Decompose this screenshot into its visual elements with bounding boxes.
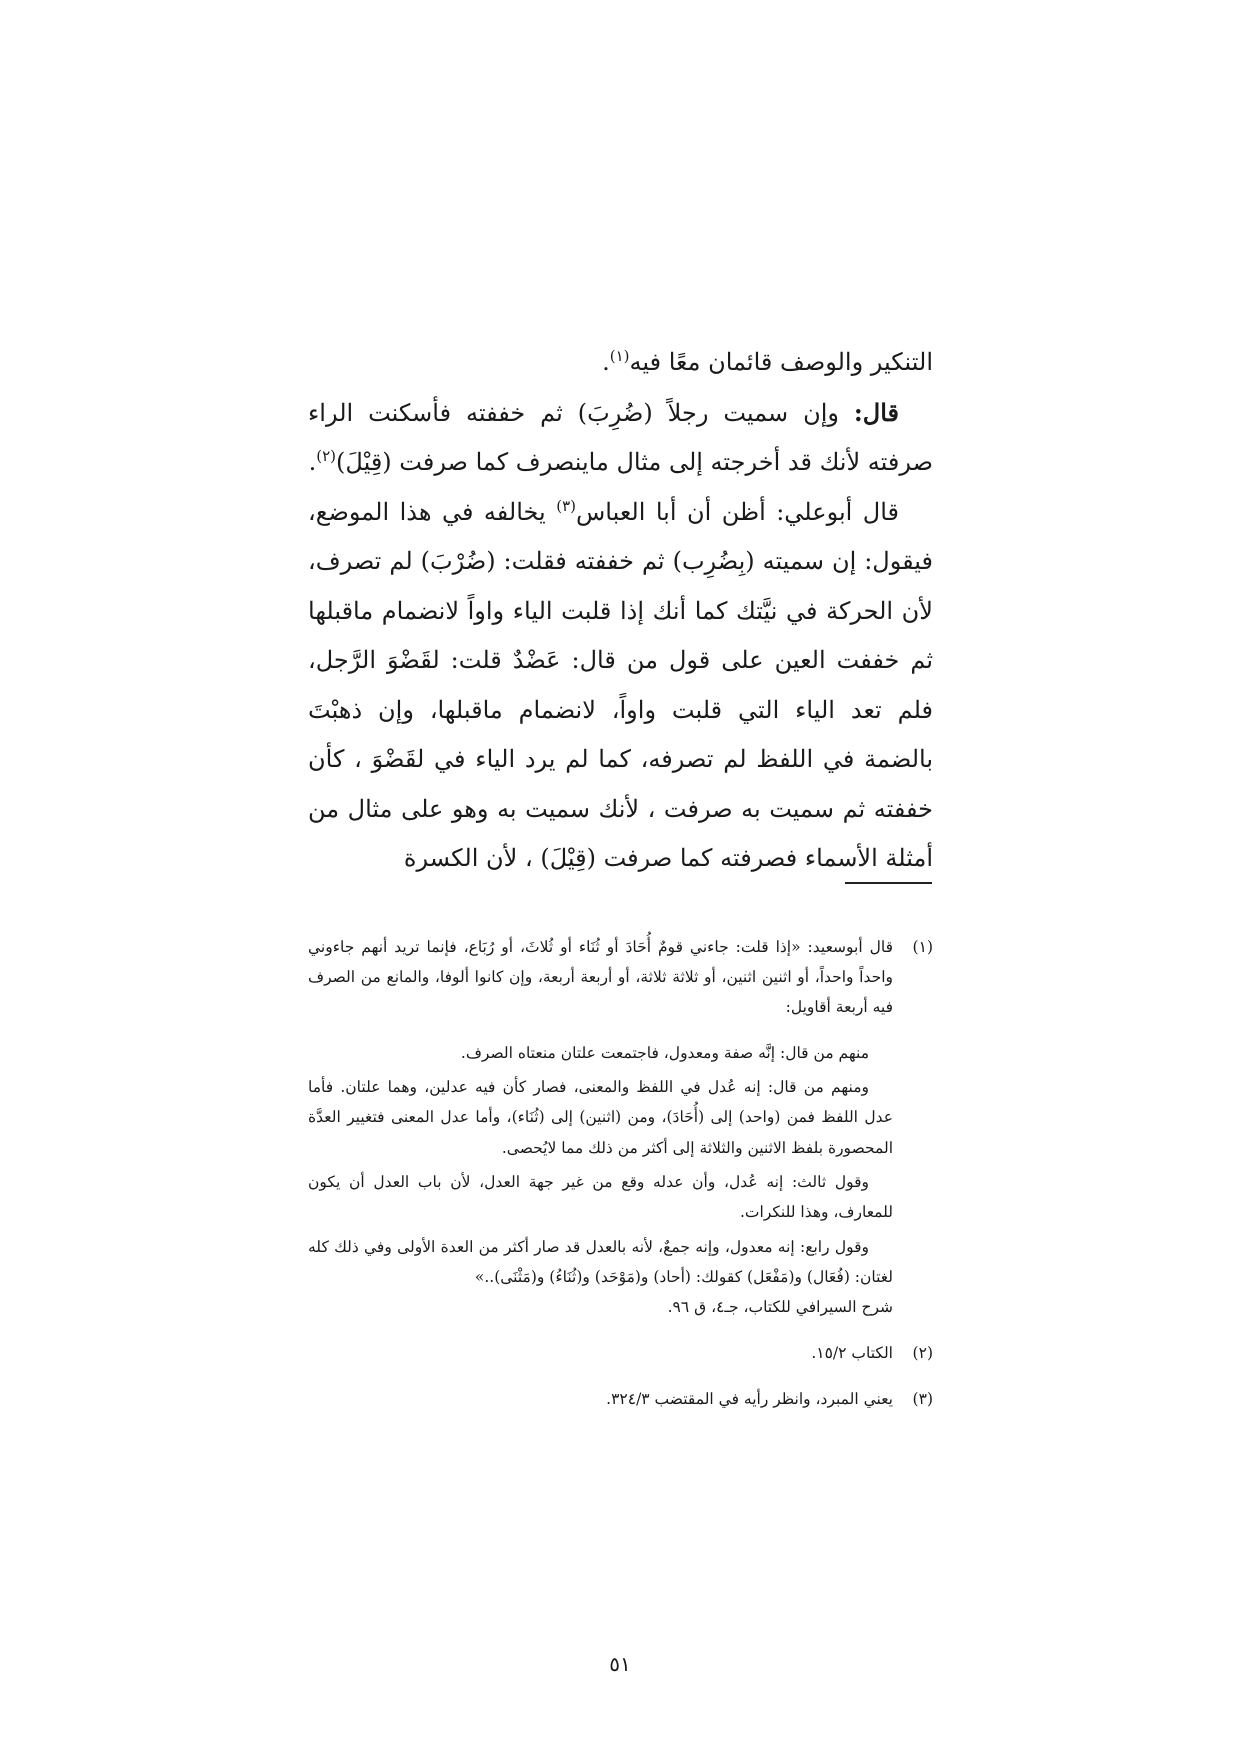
paragraph-1: [308, 338, 933, 388]
paragraph-2-text: وإن سميت رجلاً (ضُرِبَ) ثم خففته فأسكنت الراء صرفته لأنك قد أخرجته إلى مثال ماينصرف كما صرفت (قِيْلَ): [308, 398, 933, 476]
footnote-1-para-3: ومنهم من قال: إنه عُدل في اللفظ والمعنى، فصار كأن فيه عدلين، وهما علتان. فأما عدل اللفظ فمن (واحد) إلى (أُحَادَ)، ومن (اثنين) إلى (ثُنَاء)، وأما عدل المعنى فتغيير العدَّة المحصورة بلفظ الاثنين والثلاثة إلى أكثر من ذلك مما لايُحصى.: [308, 1078, 893, 1157]
footnote-1-para-6: شرح السيرافي للكتاب، جـ٤، ق ٩٦.: [667, 1298, 893, 1317]
paragraph-3-text-b: يخالفه في هذا الموضع، فيقول: إن سميته (بِضُرِب) ثم خففته فقلت: (ضُرْبَ) لم تصرف، لأن الحركة في نيَّتك كما أنك إذا قلبت الياء واواً لانضمام ماقبلها ثم خففت العين على قول من قال: عَضْدٌ قلت: لقَضْوَ الرَّجل، فلم تعد الياء التي قلبت واواً، لانضمام ماقبلها، وإن ذهبْتَ بالضمة في اللفظ لم تصرفه، كما لم يرد الياء في لقَضْوَ ، كأن خففته ثم سميت به صرفت ، لأنك سميت به وهو على مثال من أمثلة الأسماء فصرفته كما صرفت (قِيْلَ) ، لأن الكسرة: [308, 497, 933, 872]
paragraph-1-text: التنكير والوصف قائمان معًا فيه: [629, 348, 933, 376]
footnote-2-text: الكتاب ١٥/٢.: [811, 1344, 893, 1363]
footnote-1-para-2: منهم من قال: إنَّه صفة ومعدول، فاجتمعت علتان منعتاه الصرف.: [460, 1043, 869, 1062]
main-body-text: [308, 338, 933, 884]
paragraph-1-end: .: [602, 348, 610, 376]
footnote-3-text: يعني المبرد، وانظر رأيه في المقتضب ٣٢٤/٣.: [606, 1389, 893, 1408]
footnote-1-number: (١): [912, 937, 933, 956]
footnote-1-para-1: قال أبوسعيد: «إذا قلت: جاءني قومٌ أُحَادَ أو ثُنَاء أو ثُلاثَ، أو رُبَاع، فإنما تريد أنهم جاءوني واحداً واحداً، أو اثنين اثنين، أو ثلاثة ثلاثة، أو أربعة أربعة، وإن كانوا ألوفا، والمانع من الصرف فيه أربعة أقاويل:: [308, 937, 893, 1017]
footnote-3: [308, 1384, 933, 1414]
footnote-2: [308, 1338, 933, 1368]
paragraph-3-text-a: قال أبوعلي: أظن أن أبا العباس: [575, 497, 900, 526]
footnote-1: [308, 932, 933, 1023]
footnote-ref-1: (١): [609, 347, 630, 365]
qala-keyword: قال:: [853, 397, 899, 427]
footnote-1-para-4: وقول ثالث: إنه عُدل، وأن عدله وقع من غير جهة العدل، لأن باب العدل أن يكون للمعارف، وهذا للنكرات.: [308, 1173, 893, 1222]
paragraph-3: [308, 488, 933, 884]
footnote-ref-3: (٣): [556, 496, 576, 515]
page-number: ٥١: [609, 1652, 631, 1676]
footnotes-section: [308, 916, 933, 1430]
paragraph-2-end: .: [308, 448, 317, 476]
footnote-2-number: (٢): [912, 1344, 933, 1363]
footnote-3-number: (٣): [912, 1389, 933, 1408]
footnote-1-para-5: وقول رابع: إنه معدول، وإنه جمعٌ، لأنه بالعدل قد صار أكثر من العدة الأولى وفي ذلك كله لغتان: (فُعَال) و(مَفْعَل) كقولك: (أحاد) و(مَوْحَد) و(ثُنَاءُ) و(مَثْنَى)..»: [308, 1237, 893, 1286]
footnote-ref-2: (٢): [316, 447, 337, 465]
footnote-divider: [845, 882, 932, 884]
paragraph-2: [308, 388, 933, 488]
